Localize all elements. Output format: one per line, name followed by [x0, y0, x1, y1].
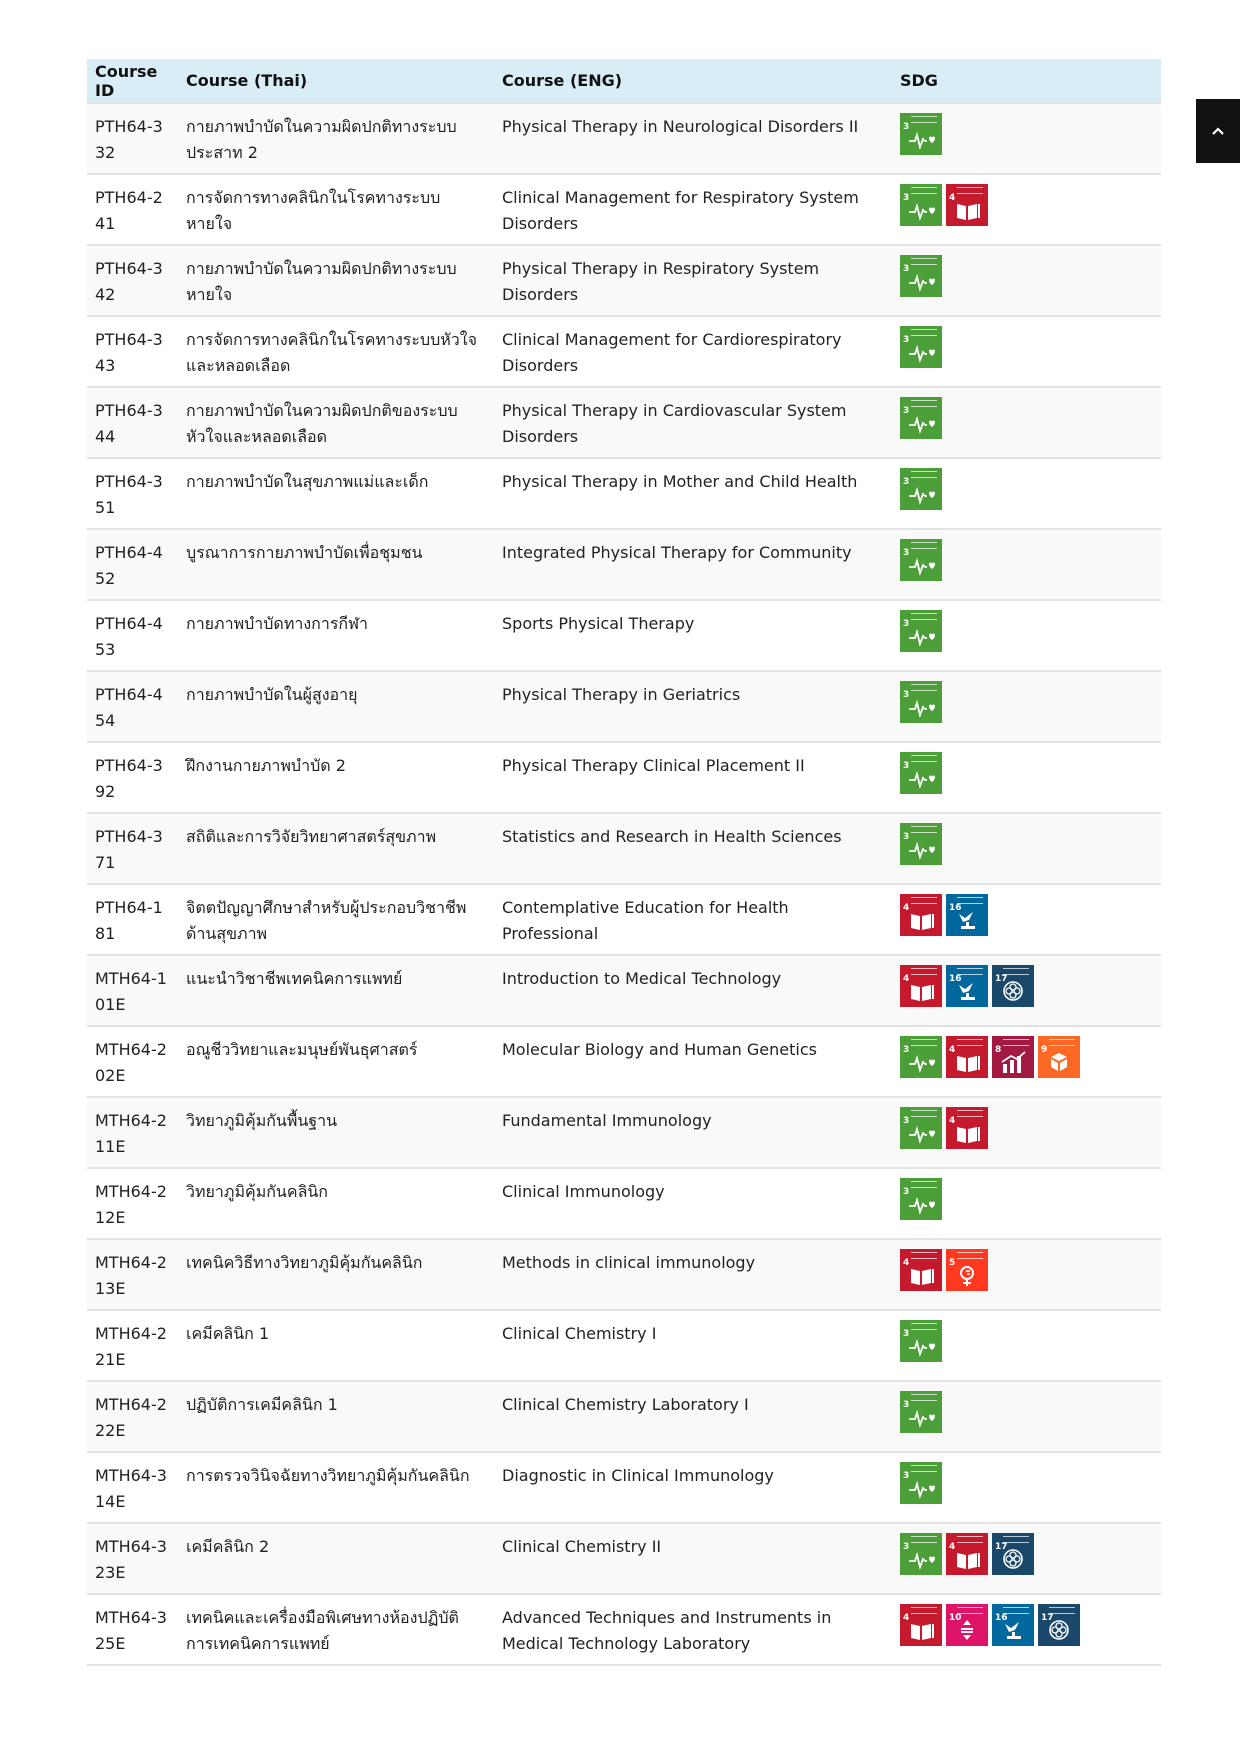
- course-thai-cell: กายภาพบำบัดทางการกีฬา: [186, 614, 369, 633]
- course-id-cell: MTH64-213E: [95, 1253, 167, 1298]
- sdg-4-badge: [900, 1249, 942, 1291]
- sdg-4-badge: [946, 1533, 988, 1575]
- course-eng-cell: Clinical Chemistry I: [502, 1324, 657, 1343]
- sdg-3-badge: [900, 539, 942, 581]
- sdg-number: 5: [949, 1258, 956, 1268]
- heartbeat-icon: [907, 553, 935, 577]
- table-row: [87, 1310, 1161, 1381]
- sdg-3-badge: [900, 681, 942, 723]
- course-table: [87, 59, 1161, 1666]
- sdg-title-lines: [911, 116, 937, 123]
- course-thai-cell: อณูชีววิทยาและมนุษย์พันธุศาสตร์: [186, 1040, 418, 1059]
- chevron-up-icon: [1212, 126, 1224, 136]
- course-eng-cell: Statistics and Research in Health Sciences: [502, 827, 842, 846]
- table-row: [87, 955, 1161, 1026]
- course-eng-cell: Physical Therapy in Neurological Disorders II: [502, 117, 859, 136]
- sdg-title-lines: [957, 1110, 983, 1117]
- course-thai-cell: ปฏิบัติการเคมีคลินิก 1: [186, 1395, 338, 1414]
- sdg-number: 4: [903, 1258, 910, 1268]
- course-id-cell: MTH64-314E: [95, 1466, 167, 1511]
- course-thai-cell: การจัดการทางคลินิกในโรคทางระบบหัวใจและหลอดเลือด: [186, 330, 477, 375]
- sdg-3-badge: [900, 752, 942, 794]
- sdg-number: 3: [903, 1329, 910, 1339]
- heartbeat-icon: [907, 624, 935, 648]
- course-thai-cell: กายภาพบำบัดในความผิดปกติของระบบหัวใจและหลอดเลือด: [186, 401, 458, 446]
- heartbeat-icon: [907, 127, 935, 151]
- dove-gavel-icon: [999, 1618, 1027, 1642]
- sdg-number: 4: [903, 903, 910, 913]
- course-thai-cell: การจัดการทางคลินิกในโรคทางระบบหายใจ: [186, 188, 441, 233]
- course-id-cell: MTH64-202E: [95, 1040, 167, 1085]
- heartbeat-icon: [907, 411, 935, 435]
- course-thai-cell: จิตตปัญญาศึกษาสำหรับผู้ประกอบวิชาชีพด้านสุขภาพ: [186, 898, 467, 943]
- course-id-cell: MTH64-101E: [95, 969, 167, 1014]
- course-eng-cell: Physical Therapy in Geriatrics: [502, 685, 741, 704]
- sdg-cell: [892, 1168, 1161, 1239]
- sdg-title-lines: [957, 968, 983, 975]
- sdg-cell: [892, 458, 1161, 529]
- course-eng-cell: Integrated Physical Therapy for Community: [502, 543, 852, 562]
- sdg-3-badge: [900, 1107, 942, 1149]
- sdg-title-lines: [1003, 1039, 1029, 1046]
- sdg-cell: [892, 1026, 1161, 1097]
- sdg-title-lines: [1003, 1536, 1029, 1543]
- sdg-17-badge: [992, 965, 1034, 1007]
- course-id-cell: PTH64-342: [95, 259, 163, 304]
- sdg-number: 10: [949, 1613, 962, 1623]
- sdg-number: 3: [903, 406, 910, 416]
- course-thai-cell: กายภาพบำบัดในผู้สูงอายุ: [186, 685, 358, 704]
- table-row: [87, 103, 1161, 174]
- header-course-eng: Course (ENG): [502, 71, 623, 90]
- table-row: [87, 458, 1161, 529]
- heartbeat-icon: [907, 1050, 935, 1074]
- sdg-3-badge: [900, 610, 942, 652]
- heartbeat-icon: [907, 482, 935, 506]
- course-thai-cell: เคมีคลินิก 2: [186, 1537, 270, 1556]
- sdg-title-lines: [957, 187, 983, 194]
- sdg-17-badge: [992, 1533, 1034, 1575]
- sdg-cell: [892, 813, 1161, 884]
- sdg-title-lines: [1049, 1039, 1075, 1046]
- sdg-number: 3: [903, 761, 910, 771]
- sdg-3-badge: [900, 184, 942, 226]
- sdg-cell: [892, 1310, 1161, 1381]
- sdg-number: 9: [1041, 1045, 1048, 1055]
- book-icon: [907, 1263, 935, 1287]
- course-eng-cell: Clinical Chemistry II: [502, 1537, 662, 1556]
- sdg-title-lines: [911, 471, 937, 478]
- course-eng-cell: Clinical Immunology: [502, 1182, 665, 1201]
- course-id-cell: PTH64-332: [95, 117, 163, 162]
- sdg-title-lines: [911, 1536, 937, 1543]
- book-icon: [953, 1547, 981, 1571]
- header-course-thai: Course (Thai): [186, 71, 308, 90]
- sdg-number: 8: [995, 1045, 1002, 1055]
- table-row: [87, 316, 1161, 387]
- sdg-title-lines: [911, 1181, 937, 1188]
- course-thai-cell: แนะนำวิชาชีพเทคนิคการแพทย์: [186, 969, 403, 988]
- sdg-title-lines: [957, 897, 983, 904]
- course-eng-cell: Physical Therapy Clinical Placement II: [502, 756, 805, 775]
- sdg-title-lines: [911, 1110, 937, 1117]
- course-eng-cell: Clinical Management for Respiratory System Disorders: [502, 188, 859, 233]
- course-eng-cell: Molecular Biology and Human Genetics: [502, 1040, 817, 1059]
- sdg-16-badge: [946, 965, 988, 1007]
- book-icon: [907, 908, 935, 932]
- sdg-title-lines: [911, 258, 937, 265]
- heartbeat-icon: [907, 1476, 935, 1500]
- sdg-number: 3: [903, 335, 910, 345]
- sdg-number: 3: [903, 477, 910, 487]
- table-row: [87, 1239, 1161, 1310]
- course-id-cell: MTH64-325E: [95, 1608, 167, 1653]
- sdg-number: 3: [903, 690, 910, 700]
- table-row: [87, 529, 1161, 600]
- sdg-title-lines: [911, 613, 937, 620]
- course-id-cell: PTH64-452: [95, 543, 163, 588]
- heartbeat-icon: [907, 766, 935, 790]
- table-row: [87, 1452, 1161, 1523]
- sdg-3-badge: [900, 1533, 942, 1575]
- heartbeat-icon: [907, 269, 935, 293]
- heartbeat-icon: [907, 1121, 935, 1145]
- course-eng-cell: Clinical Management for Cardiorespiratory Disorders: [502, 330, 842, 375]
- sdg-number: 17: [995, 974, 1008, 984]
- sdg-number: 3: [903, 1471, 910, 1481]
- course-eng-cell: Physical Therapy in Cardiovascular System Disorders: [502, 401, 847, 446]
- course-id-cell: PTH64-351: [95, 472, 163, 517]
- sdg-10-badge: [946, 1604, 988, 1646]
- course-eng-cell: Sports Physical Therapy: [502, 614, 695, 633]
- heartbeat-icon: [907, 1405, 935, 1429]
- course-thai-cell: กายภาพบำบัดในความผิดปกติทางระบบประสาท 2: [186, 117, 457, 162]
- sdg-number: 4: [949, 193, 956, 203]
- heartbeat-icon: [907, 1547, 935, 1571]
- sdg-number: 3: [903, 1045, 910, 1055]
- flower-ring-icon: [999, 979, 1027, 1003]
- sdg-3-badge: [900, 1391, 942, 1433]
- sdg-3-badge: [900, 1036, 942, 1078]
- table-row: [87, 600, 1161, 671]
- course-eng-cell: Diagnostic in Clinical Immunology: [502, 1466, 774, 1485]
- course-eng-cell: Fundamental Immunology: [502, 1111, 712, 1130]
- table-body: [87, 103, 1161, 1665]
- course-thai-cell: บูรณาการกายภาพบำบัดเพื่อชุมชน: [186, 543, 423, 562]
- course-thai-cell: การตรวจวินิจฉัยทางวิทยาภูมิคุ้มกันคลินิก: [186, 1466, 470, 1485]
- course-id-cell: MTH64-222E: [95, 1395, 167, 1440]
- sdg-title-lines: [911, 1607, 937, 1614]
- dove-gavel-icon: [953, 979, 981, 1003]
- sdg-title-lines: [911, 1465, 937, 1472]
- course-thai-cell: กายภาพบำบัดในความผิดปกติทางระบบหายใจ: [186, 259, 457, 304]
- sdg-number: 3: [903, 832, 910, 842]
- dove-gavel-icon: [953, 908, 981, 932]
- sdg-title-lines: [911, 329, 937, 336]
- course-thai-cell: สถิติและการวิจัยวิทยาศาสตร์สุขภาพ: [186, 827, 437, 846]
- sdg-title-lines: [911, 1323, 937, 1330]
- sdg-title-lines: [911, 1039, 937, 1046]
- scroll-to-top-button[interactable]: [1196, 99, 1240, 163]
- course-id-cell: PTH64-454: [95, 685, 163, 730]
- table-row: [87, 813, 1161, 884]
- gender-icon: [953, 1263, 981, 1287]
- course-eng-cell: Clinical Chemistry Laboratory I: [502, 1395, 749, 1414]
- sdg-number: 4: [903, 1613, 910, 1623]
- course-id-cell: MTH64-323E: [95, 1537, 167, 1582]
- book-icon: [953, 198, 981, 222]
- course-thai-cell: วิทยาภูมิคุ้มกันคลินิก: [186, 1182, 328, 1201]
- sdg-title-lines: [911, 684, 937, 691]
- sdg-cell: [892, 387, 1161, 458]
- course-thai-cell: ฝึกงานกายภาพบำบัด 2: [186, 756, 346, 775]
- sdg-3-badge: [900, 1462, 942, 1504]
- sdg-cell: [892, 671, 1161, 742]
- sdg-title-lines: [1003, 968, 1029, 975]
- course-eng-cell: Physical Therapy in Mother and Child Health: [502, 472, 858, 491]
- sdg-3-badge: [900, 113, 942, 155]
- table-row: [87, 742, 1161, 813]
- sdg-cell: [892, 529, 1161, 600]
- table-row: [87, 1097, 1161, 1168]
- table-row: [87, 1594, 1161, 1665]
- sdg-number: 4: [949, 1116, 956, 1126]
- table-row: [87, 671, 1161, 742]
- sdg-number: 3: [903, 619, 910, 629]
- book-icon: [953, 1050, 981, 1074]
- sdg-title-lines: [911, 187, 937, 194]
- sdg-4-badge: [946, 184, 988, 226]
- sdg-title-lines: [911, 1394, 937, 1401]
- sdg-title-lines: [1049, 1607, 1075, 1614]
- table-header-row: [87, 59, 1161, 103]
- course-eng-cell: Advanced Techniques and Instruments in Medical Technology Laboratory: [502, 1608, 832, 1653]
- sdg-cell: [892, 1097, 1161, 1168]
- sdg-cell: [892, 316, 1161, 387]
- book-icon: [953, 1121, 981, 1145]
- heartbeat-icon: [907, 340, 935, 364]
- heartbeat-icon: [907, 1334, 935, 1358]
- sdg-4-badge: [900, 1604, 942, 1646]
- sdg-title-lines: [957, 1536, 983, 1543]
- book-icon: [907, 979, 935, 1003]
- sdg-4-badge: [900, 894, 942, 936]
- sdg-3-badge: [900, 326, 942, 368]
- header-course-id: Course ID: [95, 61, 158, 100]
- course-eng-cell: Physical Therapy in Respiratory System Disorders: [502, 259, 820, 304]
- course-id-cell: PTH64-241: [95, 188, 163, 233]
- sdg-title-lines: [911, 826, 937, 833]
- sdg-number: 3: [903, 193, 910, 203]
- sdg-title-lines: [911, 542, 937, 549]
- sdg-cell: [892, 955, 1161, 1026]
- course-id-cell: PTH64-344: [95, 401, 163, 446]
- growth-chart-icon: [999, 1050, 1027, 1074]
- sdg-number: 17: [995, 1542, 1008, 1552]
- course-id-cell: MTH64-221E: [95, 1324, 167, 1369]
- course-eng-cell: Introduction to Medical Technology: [502, 969, 782, 988]
- table-row: [87, 1026, 1161, 1097]
- sdg-title-lines: [911, 968, 937, 975]
- sdg-number: 16: [949, 903, 962, 913]
- table-row: [87, 1381, 1161, 1452]
- cubes-icon: [1045, 1050, 1073, 1074]
- sdg-4-badge: [946, 1107, 988, 1149]
- sdg-title-lines: [957, 1252, 983, 1259]
- sdg-number: 3: [903, 1116, 910, 1126]
- sdg-number: 3: [903, 1187, 910, 1197]
- sdg-cell: [892, 174, 1161, 245]
- sdg-3-badge: [900, 255, 942, 297]
- course-eng-cell: Methods in clinical immunology: [502, 1253, 756, 1272]
- sdg-16-badge: [992, 1604, 1034, 1646]
- sdg-4-badge: [946, 1036, 988, 1078]
- course-id-cell: PTH64-343: [95, 330, 163, 375]
- sdg-cell: [892, 1381, 1161, 1452]
- course-thai-cell: วิทยาภูมิคุ้มกันพื้นฐาน: [186, 1111, 338, 1130]
- heartbeat-icon: [907, 198, 935, 222]
- sdg-number: 3: [903, 1542, 910, 1552]
- sdg-title-lines: [911, 897, 937, 904]
- course-id-cell: MTH64-212E: [95, 1182, 167, 1227]
- sdg-cell: [892, 1523, 1161, 1594]
- sdg-number: 4: [949, 1542, 956, 1552]
- course-id-cell: PTH64-392: [95, 756, 163, 801]
- sdg-number: 4: [903, 974, 910, 984]
- course-thai-cell: เคมีคลินิก 1: [186, 1324, 270, 1343]
- course-table-container: [87, 59, 1161, 1666]
- sdg-title-lines: [911, 755, 937, 762]
- sdg-3-badge: [900, 397, 942, 439]
- course-id-cell: PTH64-181: [95, 898, 163, 943]
- sdg-number: 3: [903, 122, 910, 132]
- course-id-cell: MTH64-211E: [95, 1111, 167, 1156]
- sdg-cell: [892, 600, 1161, 671]
- equality-icon: [953, 1618, 981, 1642]
- flower-ring-icon: [1045, 1618, 1073, 1642]
- course-eng-cell: Contemplative Education for Health Professional: [502, 898, 789, 943]
- sdg-title-lines: [911, 400, 937, 407]
- sdg-title-lines: [1003, 1607, 1029, 1614]
- sdg-number: 3: [903, 264, 910, 274]
- sdg-17-badge: [1038, 1604, 1080, 1646]
- heartbeat-icon: [907, 837, 935, 861]
- heartbeat-icon: [907, 695, 935, 719]
- sdg-cell: [892, 742, 1161, 813]
- sdg-cell: [892, 245, 1161, 316]
- sdg-3-badge: [900, 468, 942, 510]
- sdg-3-badge: [900, 1320, 942, 1362]
- sdg-number: 3: [903, 548, 910, 558]
- sdg-number: 4: [949, 1045, 956, 1055]
- course-thai-cell: เทคนิคและเครื่องมือพิเศษทางห้องปฏิบัติการเทคนิคการแพทย์: [186, 1608, 459, 1653]
- sdg-cell: [892, 1239, 1161, 1310]
- sdg-cell: [892, 1594, 1161, 1665]
- sdg-number: 3: [903, 1400, 910, 1410]
- sdg-title-lines: [957, 1607, 983, 1614]
- sdg-3-badge: [900, 823, 942, 865]
- sdg-8-badge: [992, 1036, 1034, 1078]
- table-row: [87, 1168, 1161, 1239]
- sdg-cell: [892, 103, 1161, 174]
- sdg-number: 17: [1041, 1613, 1054, 1623]
- course-id-cell: PTH64-453: [95, 614, 163, 659]
- sdg-cell: [892, 884, 1161, 955]
- sdg-cell: [892, 1452, 1161, 1523]
- sdg-4-badge: [900, 965, 942, 1007]
- table-row: [87, 174, 1161, 245]
- sdg-title-lines: [911, 1252, 937, 1259]
- table-row: [87, 387, 1161, 458]
- sdg-3-badge: [900, 1178, 942, 1220]
- sdg-5-badge: [946, 1249, 988, 1291]
- sdg-16-badge: [946, 894, 988, 936]
- sdg-title-lines: [957, 1039, 983, 1046]
- sdg-number: 16: [949, 974, 962, 984]
- sdg-number: 16: [995, 1613, 1008, 1623]
- table-row: [87, 245, 1161, 316]
- sdg-9-badge: [1038, 1036, 1080, 1078]
- heartbeat-icon: [907, 1192, 935, 1216]
- flower-ring-icon: [999, 1547, 1027, 1571]
- course-thai-cell: กายภาพบำบัดในสุขภาพแม่และเด็ก: [186, 472, 429, 491]
- book-icon: [907, 1618, 935, 1642]
- table-row: [87, 1523, 1161, 1594]
- header-sdg: SDG: [900, 71, 938, 90]
- table-row: [87, 884, 1161, 955]
- course-thai-cell: เทคนิควิธีทางวิทยาภูมิคุ้มกันคลินิก: [186, 1253, 423, 1272]
- course-id-cell: PTH64-371: [95, 827, 163, 872]
